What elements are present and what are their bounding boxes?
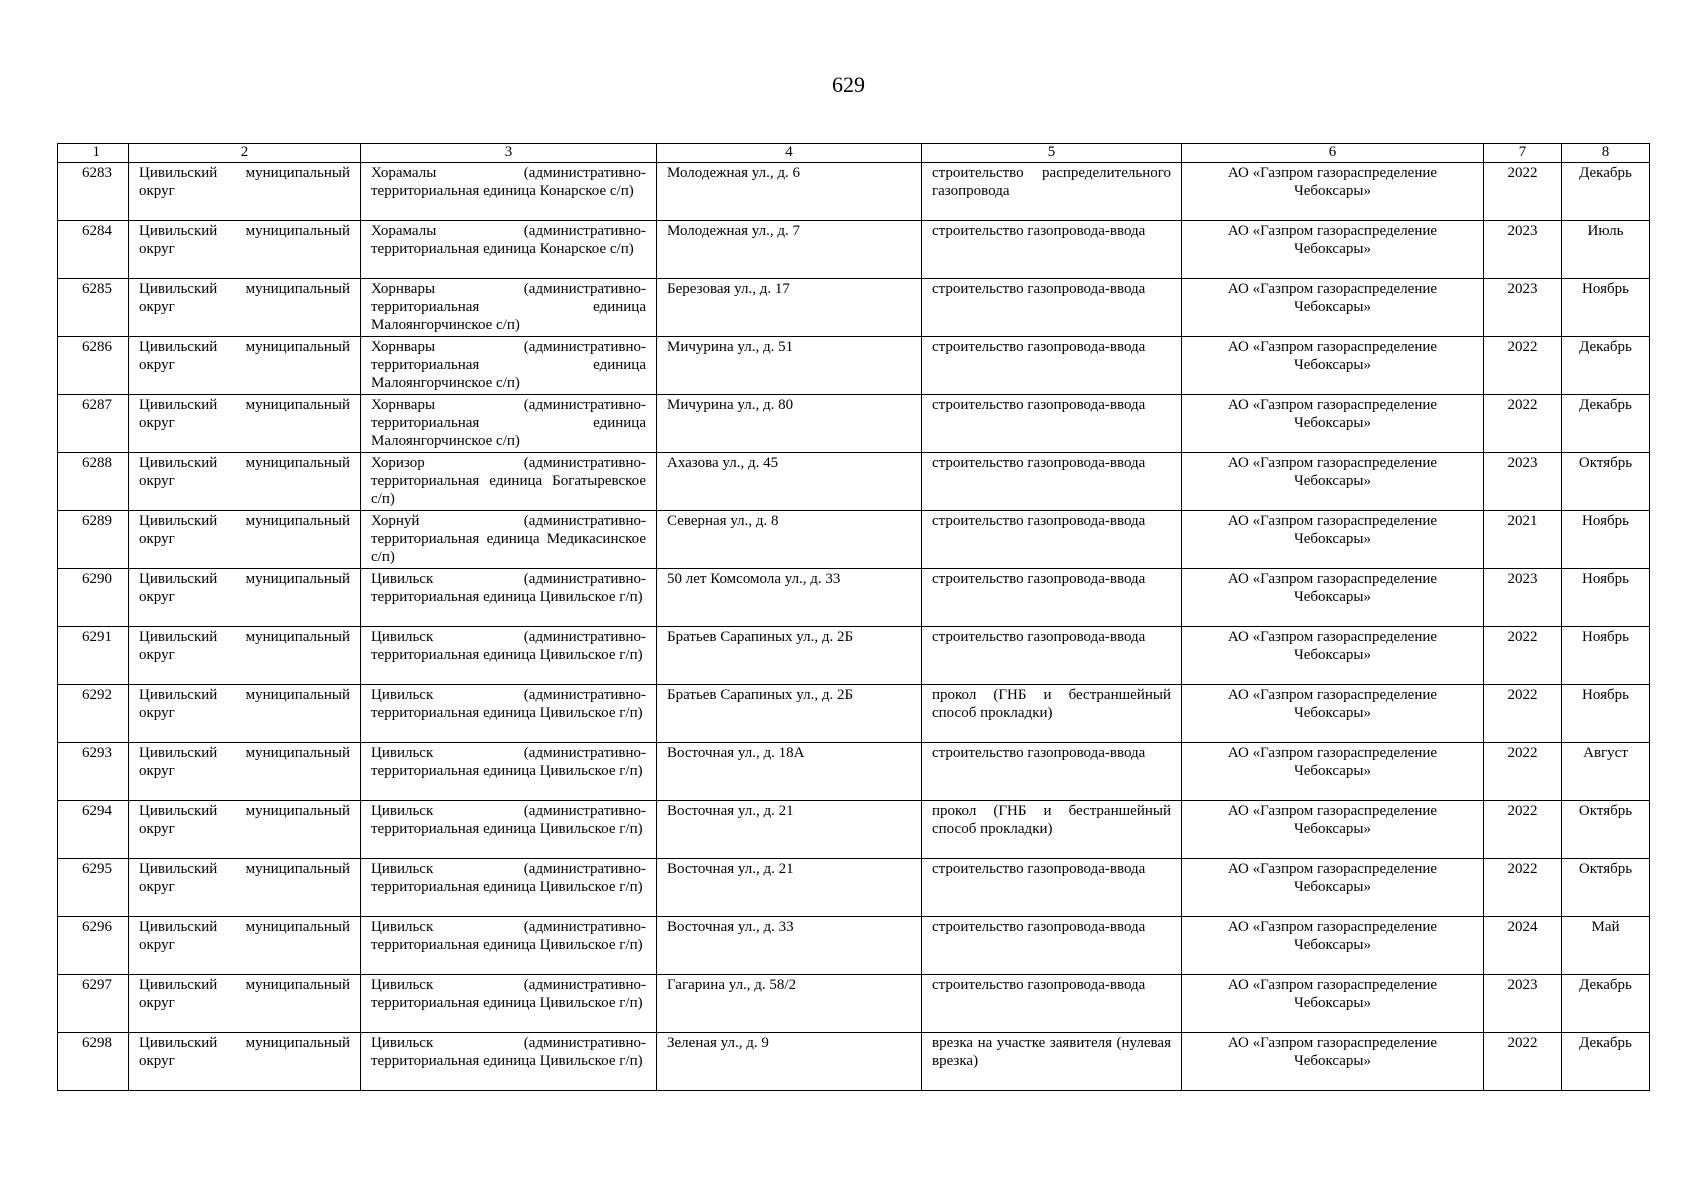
address-cell: Зеленая ул., д. 9 bbox=[657, 1033, 922, 1091]
organization-cell: АО «Газпром газораспределение Чебоксары» bbox=[1182, 163, 1484, 221]
address-cell: Гагарина ул., д. 58/2 bbox=[657, 975, 922, 1033]
row-number-cell: 6287 bbox=[58, 395, 129, 453]
year-cell: 2022 bbox=[1484, 337, 1562, 395]
organization-cell: АО «Газпром газораспределение Чебоксары» bbox=[1182, 1033, 1484, 1091]
work-type-cell: строительство газопровода-ввода bbox=[922, 395, 1182, 453]
organization-cell: АО «Газпром газораспределение Чебоксары» bbox=[1182, 859, 1484, 917]
page-number: 629 bbox=[832, 72, 865, 97]
address-cell: Молодежная ул., д. 6 bbox=[657, 163, 922, 221]
work-type-cell: строительство газопровода-ввода bbox=[922, 859, 1182, 917]
settlement-cell: Хорамалы (административно-территориальная единица Конарское с/п) bbox=[361, 163, 657, 221]
column-header: 1 bbox=[58, 144, 129, 163]
address-cell: Восточная ул., д. 18А bbox=[657, 743, 922, 801]
organization-cell: АО «Газпром газораспределение Чебоксары» bbox=[1182, 221, 1484, 279]
address-cell: Ахазова ул., д. 45 bbox=[657, 453, 922, 511]
table-row bbox=[58, 221, 1650, 279]
organization-cell: АО «Газпром газораспределение Чебоксары» bbox=[1182, 511, 1484, 569]
year-cell: 2021 bbox=[1484, 511, 1562, 569]
row-number-cell: 6292 bbox=[58, 685, 129, 743]
month-cell: Май bbox=[1562, 917, 1650, 975]
district-cell: Цивильский муниципальный округ bbox=[129, 1033, 361, 1091]
column-header: 2 bbox=[129, 144, 361, 163]
table-row bbox=[58, 859, 1650, 917]
district-cell: Цивильский муниципальный округ bbox=[129, 511, 361, 569]
column-header: 7 bbox=[1484, 144, 1562, 163]
month-cell: Декабрь bbox=[1562, 337, 1650, 395]
organization-cell: АО «Газпром газораспределение Чебоксары» bbox=[1182, 453, 1484, 511]
settlement-cell: Цивильск (административно-территориальная единица Цивильское г/п) bbox=[361, 975, 657, 1033]
month-cell: Декабрь bbox=[1562, 395, 1650, 453]
year-cell: 2023 bbox=[1484, 569, 1562, 627]
district-cell: Цивильский муниципальный округ bbox=[129, 569, 361, 627]
district-cell: Цивильский муниципальный округ bbox=[129, 859, 361, 917]
work-type-cell: строительство распределительного газопровода bbox=[922, 163, 1182, 221]
year-cell: 2022 bbox=[1484, 1033, 1562, 1091]
organization-cell: АО «Газпром газораспределение Чебоксары» bbox=[1182, 975, 1484, 1033]
work-type-cell: врезка на участке заявителя (нулевая врезка) bbox=[922, 1033, 1182, 1091]
table-row bbox=[58, 279, 1650, 337]
table-row bbox=[58, 627, 1650, 685]
row-number-cell: 6298 bbox=[58, 1033, 129, 1091]
work-type-cell: строительство газопровода-ввода bbox=[922, 221, 1182, 279]
month-cell: Октябрь bbox=[1562, 801, 1650, 859]
settlement-cell: Хорнуй (административно-территориальная единица Медикасинское с/п) bbox=[361, 511, 657, 569]
gasification-registry-table bbox=[57, 143, 1650, 1091]
work-type-cell: строительство газопровода-ввода bbox=[922, 279, 1182, 337]
address-cell: Мичурина ул., д. 80 bbox=[657, 395, 922, 453]
month-cell: Ноябрь bbox=[1562, 627, 1650, 685]
table-row bbox=[58, 685, 1650, 743]
column-header: 5 bbox=[922, 144, 1182, 163]
settlement-cell: Хорнвары (административно-территориальная единица Малоянгорчинское с/п) bbox=[361, 279, 657, 337]
row-number-cell: 6294 bbox=[58, 801, 129, 859]
row-number-cell: 6290 bbox=[58, 569, 129, 627]
settlement-cell: Цивильск (административно-территориальная единица Цивильское г/п) bbox=[361, 569, 657, 627]
settlement-cell: Хорамалы (административно-территориальная единица Конарское с/п) bbox=[361, 221, 657, 279]
work-type-cell: прокол (ГНБ и бестраншейный способ прокладки) bbox=[922, 685, 1182, 743]
month-cell: Ноябрь bbox=[1562, 279, 1650, 337]
month-cell: Июль bbox=[1562, 221, 1650, 279]
organization-cell: АО «Газпром газораспределение Чебоксары» bbox=[1182, 917, 1484, 975]
address-cell: Восточная ул., д. 33 bbox=[657, 917, 922, 975]
organization-cell: АО «Газпром газораспределение Чебоксары» bbox=[1182, 685, 1484, 743]
month-cell: Октябрь bbox=[1562, 453, 1650, 511]
work-type-cell: строительство газопровода-ввода bbox=[922, 337, 1182, 395]
month-cell: Декабрь bbox=[1562, 975, 1650, 1033]
column-header: 6 bbox=[1182, 144, 1484, 163]
organization-cell: АО «Газпром газораспределение Чебоксары» bbox=[1182, 395, 1484, 453]
year-cell: 2022 bbox=[1484, 743, 1562, 801]
address-cell: Братьев Сарапиных ул., д. 2Б bbox=[657, 627, 922, 685]
row-number-cell: 6297 bbox=[58, 975, 129, 1033]
address-cell: Березовая ул., д. 17 bbox=[657, 279, 922, 337]
year-cell: 2022 bbox=[1484, 801, 1562, 859]
month-cell: Ноябрь bbox=[1562, 685, 1650, 743]
address-cell: Молодежная ул., д. 7 bbox=[657, 221, 922, 279]
month-cell: Август bbox=[1562, 743, 1650, 801]
settlement-cell: Цивильск (административно-территориальная единица Цивильское г/п) bbox=[361, 627, 657, 685]
organization-cell: АО «Газпром газораспределение Чебоксары» bbox=[1182, 569, 1484, 627]
district-cell: Цивильский муниципальный округ bbox=[129, 685, 361, 743]
settlement-cell: Цивильск (административно-территориальная единица Цивильское г/п) bbox=[361, 1033, 657, 1091]
row-number-cell: 6289 bbox=[58, 511, 129, 569]
organization-cell: АО «Газпром газораспределение Чебоксары» bbox=[1182, 801, 1484, 859]
organization-cell: АО «Газпром газораспределение Чебоксары» bbox=[1182, 337, 1484, 395]
address-cell: Северная ул., д. 8 bbox=[657, 511, 922, 569]
year-cell: 2023 bbox=[1484, 453, 1562, 511]
district-cell: Цивильский муниципальный округ bbox=[129, 627, 361, 685]
address-cell: Восточная ул., д. 21 bbox=[657, 859, 922, 917]
year-cell: 2023 bbox=[1484, 221, 1562, 279]
month-cell: Ноябрь bbox=[1562, 511, 1650, 569]
table-row bbox=[58, 569, 1650, 627]
year-cell: 2024 bbox=[1484, 917, 1562, 975]
work-type-cell: строительство газопровода-ввода bbox=[922, 627, 1182, 685]
month-cell: Декабрь bbox=[1562, 1033, 1650, 1091]
table-row bbox=[58, 337, 1650, 395]
row-number-cell: 6288 bbox=[58, 453, 129, 511]
table-row bbox=[58, 395, 1650, 453]
district-cell: Цивильский муниципальный округ bbox=[129, 801, 361, 859]
settlement-cell: Хорнвары (административно-территориальная единица Малоянгорчинское с/п) bbox=[361, 337, 657, 395]
district-cell: Цивильский муниципальный округ bbox=[129, 975, 361, 1033]
work-type-cell: строительство газопровода-ввода bbox=[922, 743, 1182, 801]
work-type-cell: строительство газопровода-ввода bbox=[922, 569, 1182, 627]
row-number-cell: 6284 bbox=[58, 221, 129, 279]
row-number-cell: 6286 bbox=[58, 337, 129, 395]
header-row bbox=[58, 144, 1650, 163]
column-header: 8 bbox=[1562, 144, 1650, 163]
column-header: 3 bbox=[361, 144, 657, 163]
year-cell: 2022 bbox=[1484, 859, 1562, 917]
year-cell: 2023 bbox=[1484, 279, 1562, 337]
district-cell: Цивильский муниципальный округ bbox=[129, 163, 361, 221]
organization-cell: АО «Газпром газораспределение Чебоксары» bbox=[1182, 743, 1484, 801]
month-cell: Декабрь bbox=[1562, 163, 1650, 221]
table-row bbox=[58, 511, 1650, 569]
table-row bbox=[58, 163, 1650, 221]
table-row bbox=[58, 453, 1650, 511]
address-cell: Восточная ул., д. 21 bbox=[657, 801, 922, 859]
table-row bbox=[58, 917, 1650, 975]
settlement-cell: Цивильск (административно-территориальная единица Цивильское г/п) bbox=[361, 743, 657, 801]
address-cell: Мичурина ул., д. 51 bbox=[657, 337, 922, 395]
district-cell: Цивильский муниципальный округ bbox=[129, 917, 361, 975]
table-row bbox=[58, 975, 1650, 1033]
row-number-cell: 6295 bbox=[58, 859, 129, 917]
settlement-cell: Хоризор (административно-территориальная единица Богатыревское с/п) bbox=[361, 453, 657, 511]
work-type-cell: строительство газопровода-ввода bbox=[922, 511, 1182, 569]
month-cell: Октябрь bbox=[1562, 859, 1650, 917]
work-type-cell: прокол (ГНБ и бестраншейный способ прокладки) bbox=[922, 801, 1182, 859]
year-cell: 2022 bbox=[1484, 627, 1562, 685]
address-cell: 50 лет Комсомола ул., д. 33 bbox=[657, 569, 922, 627]
row-number-cell: 6296 bbox=[58, 917, 129, 975]
district-cell: Цивильский муниципальный округ bbox=[129, 337, 361, 395]
work-type-cell: строительство газопровода-ввода bbox=[922, 975, 1182, 1033]
row-number-cell: 6285 bbox=[58, 279, 129, 337]
row-number-cell: 6293 bbox=[58, 743, 129, 801]
district-cell: Цивильский муниципальный округ bbox=[129, 221, 361, 279]
month-cell: Ноябрь bbox=[1562, 569, 1650, 627]
district-cell: Цивильский муниципальный округ bbox=[129, 279, 361, 337]
year-cell: 2023 bbox=[1484, 975, 1562, 1033]
column-header: 4 bbox=[657, 144, 922, 163]
address-cell: Братьев Сарапиных ул., д. 2Б bbox=[657, 685, 922, 743]
year-cell: 2022 bbox=[1484, 685, 1562, 743]
organization-cell: АО «Газпром газораспределение Чебоксары» bbox=[1182, 279, 1484, 337]
settlement-cell: Цивильск (административно-территориальная единица Цивильское г/п) bbox=[361, 685, 657, 743]
table-row bbox=[58, 743, 1650, 801]
organization-cell: АО «Газпром газораспределение Чебоксары» bbox=[1182, 627, 1484, 685]
settlement-cell: Цивильск (административно-территориальная единица Цивильское г/п) bbox=[361, 859, 657, 917]
row-number-cell: 6283 bbox=[58, 163, 129, 221]
district-cell: Цивильский муниципальный округ bbox=[129, 743, 361, 801]
settlement-cell: Цивильск (административно-территориальная единица Цивильское г/п) bbox=[361, 917, 657, 975]
district-cell: Цивильский муниципальный округ bbox=[129, 453, 361, 511]
settlement-cell: Хорнвары (административно-территориальная единица Малоянгорчинское с/п) bbox=[361, 395, 657, 453]
year-cell: 2022 bbox=[1484, 395, 1562, 453]
row-number-cell: 6291 bbox=[58, 627, 129, 685]
district-cell: Цивильский муниципальный округ bbox=[129, 395, 361, 453]
table-row bbox=[58, 1033, 1650, 1091]
table-row bbox=[58, 801, 1650, 859]
settlement-cell: Цивильск (административно-территориальная единица Цивильское г/п) bbox=[361, 801, 657, 859]
work-type-cell: строительство газопровода-ввода bbox=[922, 453, 1182, 511]
work-type-cell: строительство газопровода-ввода bbox=[922, 917, 1182, 975]
year-cell: 2022 bbox=[1484, 163, 1562, 221]
